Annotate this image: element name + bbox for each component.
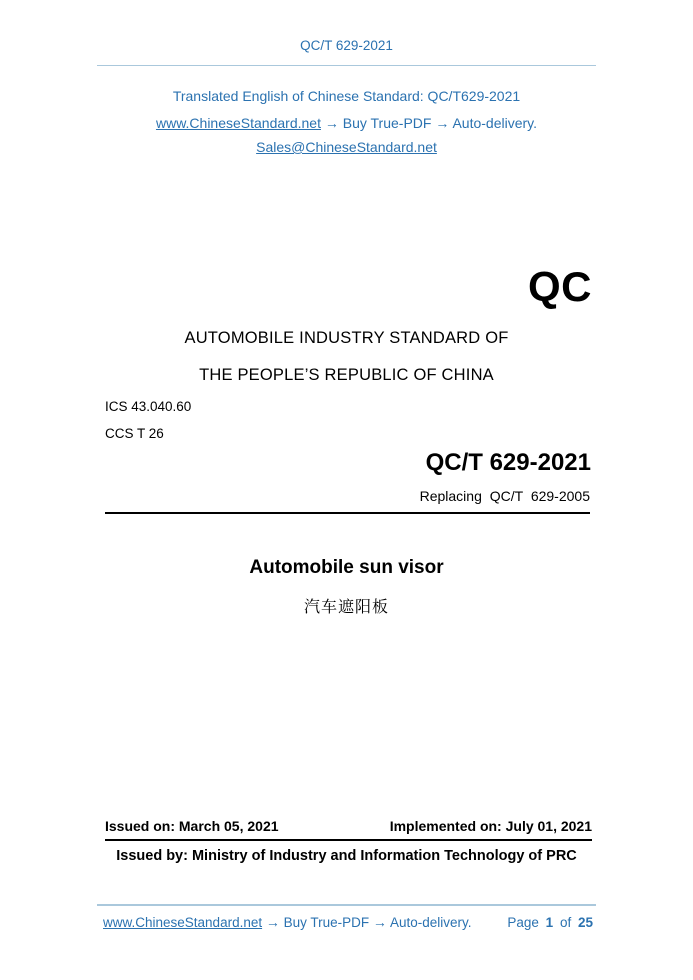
page-total: 25 — [577, 915, 593, 930]
auto-delivery-text: Auto-delivery. — [389, 915, 472, 930]
standard-title-chinese: 汽车遮阳板 — [303, 597, 389, 616]
implemented-on-date: Implemented on: July 01, 2021 — [389, 818, 592, 834]
right-arrow-icon: → — [324, 115, 339, 131]
footer-divider-rule — [97, 904, 596, 906]
section-divider-rule — [105, 512, 590, 514]
standard-of-line2: THE PEOPLE’S REPUBLIC OF CHINA — [199, 366, 494, 384]
issue-dates-row — [105, 818, 592, 834]
running-header-doc-code: QC/T 629-2021 — [300, 38, 393, 53]
issued-by-line: Issued by: Ministry of Industry and Information Technology of PRC — [116, 848, 577, 864]
ccs-code: CCS T 26 — [105, 426, 164, 441]
standard-title-english: Automobile sun visor — [249, 557, 444, 578]
page-current: 1 — [545, 915, 554, 930]
sales-email-link[interactable]: Sales@ChineseStandard.net — [256, 139, 437, 155]
standard-of-line1: AUTOMOBILE INDUSTRY STANDARD OF — [184, 329, 509, 347]
sales-email-line — [0, 139, 693, 155]
page-footer — [103, 914, 593, 930]
qc-standard-logo: QC — [528, 263, 592, 310]
auto-delivery-text: Auto-delivery. — [452, 115, 538, 131]
header-divider-rule — [97, 65, 596, 66]
of-label: of — [559, 915, 572, 930]
issue-block-divider-rule — [105, 839, 592, 841]
footer-purchase-line — [103, 914, 471, 930]
issued-on-date: Issued on: March 05, 2021 — [105, 818, 279, 834]
page-indicator — [507, 915, 593, 930]
right-arrow-icon: → — [435, 115, 450, 131]
right-arrow-icon: → — [372, 914, 387, 930]
ics-code: ICS 43.040.60 — [105, 399, 192, 414]
replacing-note: Replacing QC/T 629-2005 — [419, 488, 590, 504]
right-arrow-icon: → — [265, 914, 280, 930]
buy-true-pdf-text: Buy True-PDF — [283, 915, 370, 930]
chinesestandard-site-link[interactable]: www.ChineseStandard.net — [155, 115, 321, 131]
standard-code-large: QC/T 629-2021 — [425, 449, 591, 476]
purchase-info-line — [0, 115, 693, 131]
page-label: Page — [507, 915, 539, 930]
chinesestandard-site-link[interactable]: www.ChineseStandard.net — [103, 915, 263, 930]
translated-standard-line: Translated English of Chinese Standard: QC/T629-2021 — [172, 88, 521, 104]
buy-true-pdf-text: Buy True-PDF — [342, 115, 432, 131]
